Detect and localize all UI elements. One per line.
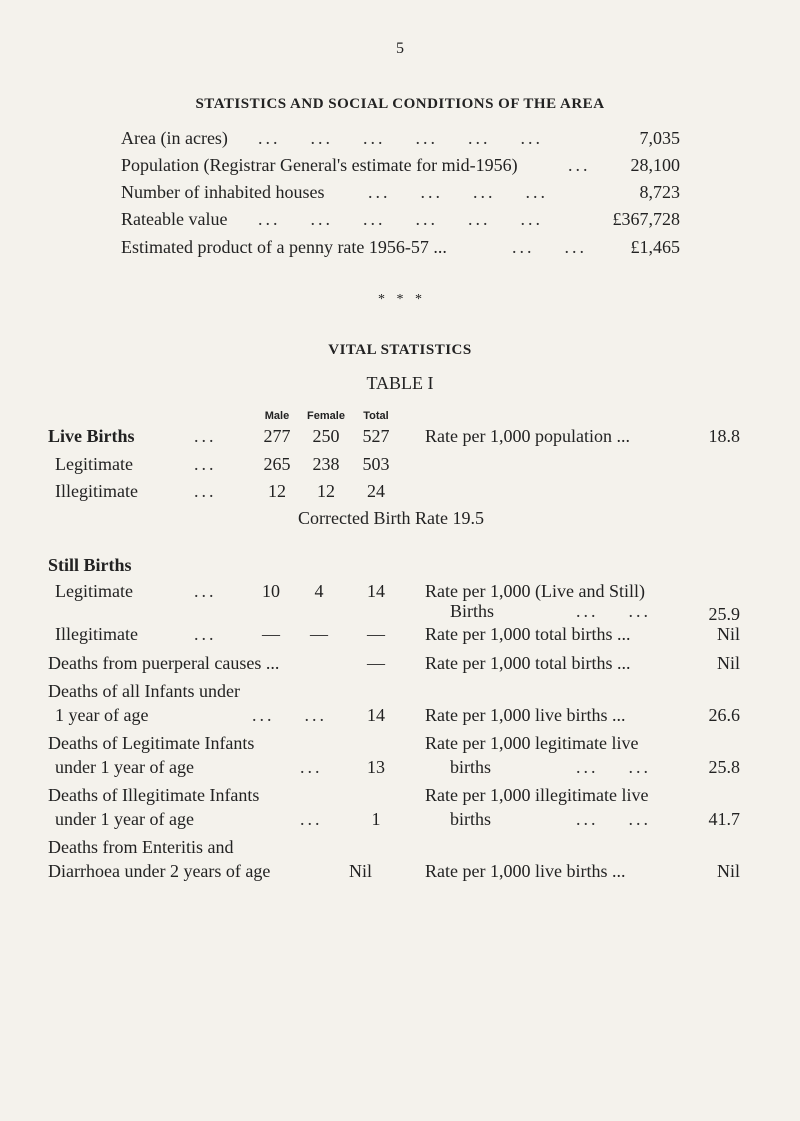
rate-value: 25.8 <box>708 757 740 777</box>
rateable-value: £367,728 <box>612 209 680 229</box>
male-value: 12 <box>268 481 286 501</box>
rate-label-line2: Births <box>450 601 495 621</box>
male-value: — <box>262 624 280 644</box>
leader-dots: ... <box>194 481 217 501</box>
row-label-line1: Deaths from Enteritis and <box>48 837 234 857</box>
page-number: 5 <box>396 40 404 57</box>
separator-asterisks: * * * <box>378 292 422 307</box>
leader-dots: ... ... <box>576 757 651 777</box>
rate-label-line2: births <box>450 757 492 777</box>
area-value: 7,035 <box>639 128 680 148</box>
leader-dots: ... ... ... ... ... ... <box>258 209 543 229</box>
rate-value: 41.7 <box>708 809 740 829</box>
column-header-total: Total <box>363 410 389 422</box>
leader-dots: ... <box>194 581 217 601</box>
female-value: 4 <box>314 581 324 601</box>
still-births-heading: Still Births <box>48 555 132 575</box>
rate-label-line1: Rate per 1,000 legitimate live <box>425 733 639 753</box>
houses-value: 8,723 <box>639 182 680 202</box>
row-label: Legitimate <box>55 454 133 474</box>
corrected-birth-rate: Corrected Birth Rate 19.5 <box>298 508 484 528</box>
leader-dots: ... ... <box>576 601 651 621</box>
leader-dots: ... ... <box>576 809 651 829</box>
population-label: Population (Registrar General's estimate for mid-1956) <box>121 155 518 175</box>
leader-dots: ... ... ... ... ... ... <box>258 128 543 148</box>
total-value: 503 <box>362 454 390 474</box>
area-label: Area (in acres) <box>121 128 228 148</box>
leader-dots: ... <box>194 426 217 446</box>
total-value: 13 <box>367 757 385 777</box>
houses-label: Number of inhabited houses <box>121 182 325 202</box>
rate-label: Rate per 1,000 live births ... <box>425 861 626 881</box>
row-label: Illegitimate <box>55 624 138 644</box>
leader-dots: ... <box>300 809 323 829</box>
row-label-line1: Deaths of Legitimate Infants <box>48 733 255 753</box>
total-value: 14 <box>367 705 385 725</box>
row-label: Illegitimate <box>55 481 138 501</box>
row-label: Deaths from puerperal causes ... <box>48 653 280 673</box>
row-label: Live Births <box>48 426 135 446</box>
column-header-male: Male <box>264 410 290 422</box>
leader-dots: ... ... <box>252 705 327 725</box>
penny-rate-label: Estimated product of a penny rate 1956-57 ... <box>121 237 447 257</box>
penny-rate-value: £1,465 <box>630 237 680 257</box>
female-value: 12 <box>317 481 335 501</box>
row-label-line2: 1 year of age <box>55 705 149 725</box>
row-label-line1: Deaths of all Infants under <box>48 681 240 701</box>
page-title: STATISTICS AND SOCIAL CONDITIONS OF THE AREA <box>195 96 605 112</box>
population-value: 28,100 <box>630 155 680 175</box>
section-title: VITAL STATISTICS <box>328 342 472 358</box>
male-value: 277 <box>263 426 291 446</box>
total-value: 14 <box>367 581 385 601</box>
table-title: TABLE I <box>366 373 434 393</box>
row-label-line2: under 1 year of age <box>55 809 194 829</box>
total-value: 527 <box>362 426 390 446</box>
column-header-female: Female <box>307 410 345 422</box>
male-value: 10 <box>262 581 280 601</box>
leader-dots: ... ... ... ... <box>368 182 548 202</box>
rate-value: 26.6 <box>708 705 740 725</box>
row-label-line2: Diarrhoea under 2 years of age <box>48 861 271 881</box>
total-value: — <box>367 653 385 673</box>
female-value: — <box>310 624 328 644</box>
leader-dots: ... <box>568 155 591 175</box>
rate-value: Nil <box>716 624 740 644</box>
leader-dots: ... <box>300 757 323 777</box>
rate-value: 18.8 <box>708 426 740 446</box>
rate-value: Nil <box>716 861 740 881</box>
rate-value: Nil <box>716 653 740 673</box>
rateable-label: Rateable value <box>121 209 228 229</box>
rate-label: Rate per 1,000 live births ... <box>425 705 626 725</box>
row-label-line1: Deaths of Illegitimate Infants <box>48 785 260 805</box>
rate-label: Rate per 1,000 total births ... <box>425 624 631 644</box>
leader-dots: ... ... <box>512 237 587 257</box>
female-value: 250 <box>312 426 340 446</box>
rate-label: Rate per 1,000 total births ... <box>425 653 631 673</box>
row-label-line2: under 1 year of age <box>55 757 194 777</box>
rate-label: Rate per 1,000 population ... <box>425 426 630 446</box>
total-value: 1 <box>371 809 381 829</box>
total-value: Nil <box>349 861 373 881</box>
rate-value: 25.9 <box>708 604 740 624</box>
total-value: — <box>367 624 385 644</box>
row-label: Legitimate <box>55 581 133 601</box>
rate-label-line1: Rate per 1,000 (Live and Still) <box>425 581 645 601</box>
rate-label-line1: Rate per 1,000 illegitimate live <box>425 785 649 805</box>
leader-dots: ... <box>194 624 217 644</box>
total-value: 24 <box>367 481 385 501</box>
leader-dots: ... <box>194 454 217 474</box>
male-value: 265 <box>263 454 291 474</box>
rate-label-line2: births <box>450 809 492 829</box>
female-value: 238 <box>312 454 340 474</box>
